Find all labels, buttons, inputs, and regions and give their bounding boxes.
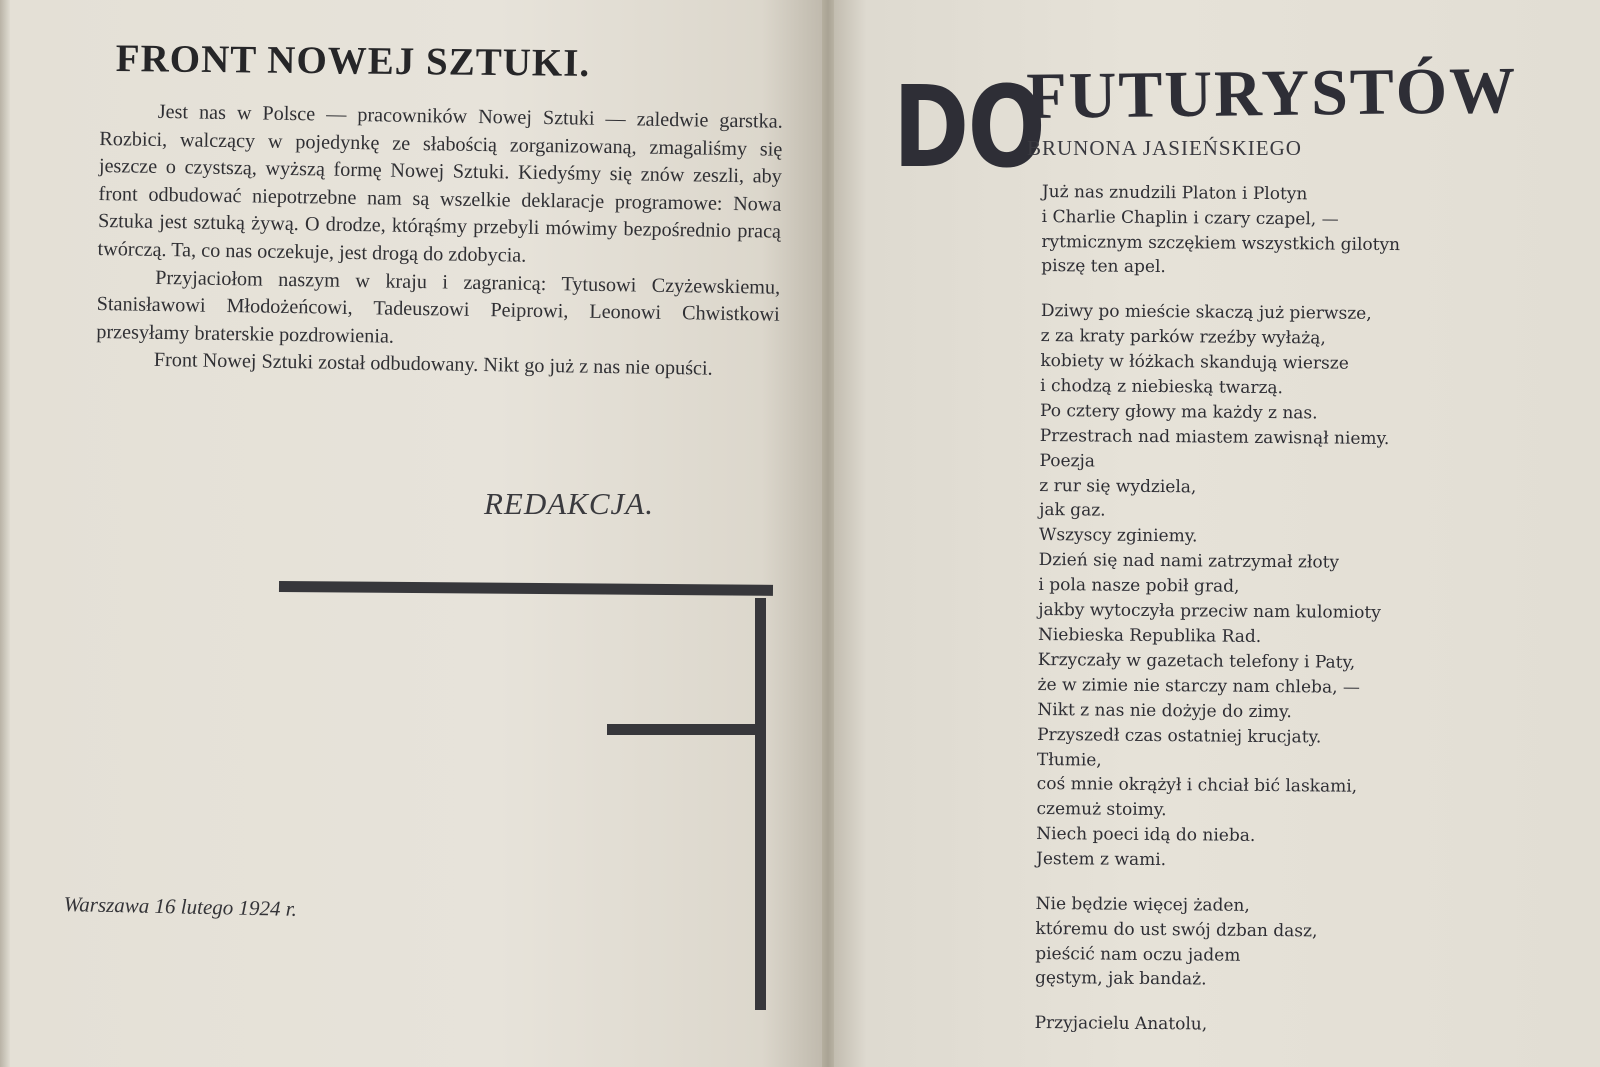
- decorative-rule-horizontal: [279, 581, 773, 596]
- poem-line: i chodzą z niebieską twarzą.: [1040, 375, 1284, 399]
- poem-stanza: [1035, 892, 1556, 996]
- poem-line: Dziwy po mieście skaczą już pierwsze,: [1040, 301, 1372, 325]
- poem-line: rytmicznym szczękiem wszystkich gilotyn: [1041, 231, 1401, 255]
- manifesto-paragraph: Przyjaciołom naszym w kraju i zagranicą: Tytusowi Czyżewskiemu, Stanisławowi Młodożeńcowi, Tadeuszowi Peiprowi, Leonowi Chwistkowi przesyłamy braterskie pozdrowienia.: [96, 266, 781, 348]
- poem-line: kobiety w łóżkach skandują wiersze: [1040, 350, 1349, 374]
- poem-line: Już nas znudzili Platon i Plotyn: [1041, 181, 1308, 205]
- page-edge-shadow: [0, 0, 10, 1067]
- poem-line: i pola nasze pobił grad,: [1038, 575, 1240, 597]
- poem-line: Poezja: [1039, 450, 1096, 472]
- poem-line: Niebieska Republika Rad.: [1037, 624, 1262, 647]
- poem-line: z rur się wydziela,: [1039, 475, 1197, 497]
- manifesto-paragraph: Front Nowej Sztuki został odbudowany. Nikt go już z nas nie opuści.: [153, 349, 713, 380]
- poem-body: [1034, 180, 1562, 1061]
- manifesto-paragraph: Jest nas w Polsce — pracowników Nowej Sztuki — zaledwie garstka. Rozbici, walczący w pojedynkę ze słabością zorganizowaną, zmagaliśmy się jeszcze o czystszą, wyższą formę Nowej Sztuki. Kiedyśmy się znów zeszli, aby front odbudować niepotrzebne nam są wszelkie deklaracje programowe: Nowa Sztuka jest sztuką żywą. O drodze, którąśmy przebyli mówimy bezpośrednio pracą twórczą. Ta, co nas oczekuje, jest drogą do zdobycia.: [97, 100, 783, 267]
- poem-line: Tłumie,: [1036, 749, 1102, 771]
- poem-line: czemuż stoimy.: [1036, 799, 1167, 821]
- poem-line: Przestrach nad miastem zawisnął niemy.: [1039, 425, 1390, 449]
- decorative-rule-short: [607, 724, 758, 735]
- book-gutter: [822, 0, 834, 1067]
- poem-line: Nie będzie więcej żaden,: [1035, 894, 1250, 916]
- poem-line: Po cztery głowy ma każdy z nas.: [1039, 400, 1318, 424]
- poem-line: coś mnie okrążył i chciał bić laskami,: [1036, 774, 1358, 798]
- decorative-rule-vertical: [755, 598, 766, 1010]
- poem-line: piszę ten apel.: [1041, 256, 1166, 278]
- poem-line: Niech poeci idą do nieba.: [1036, 824, 1256, 847]
- poem-line: pieścić nam oczu jadem: [1035, 943, 1241, 966]
- poem-line: jakby wytoczyła przeciw nam kulomioty: [1038, 600, 1381, 624]
- poem-line: Przyjacielu Anatolu,: [1034, 1013, 1208, 1035]
- poem-stanza: [1036, 299, 1561, 876]
- poem-line: Krzyczały w gazetach telefony i Paty,: [1037, 649, 1356, 673]
- signature: REDAKCJA.: [484, 486, 654, 521]
- poem-line: Dzień się nad nami zatrzymał złoty: [1038, 550, 1340, 573]
- poem-stanza: [1041, 180, 1562, 284]
- page-title: FRONT NOWEJ SZTUKI.: [115, 36, 591, 85]
- poem-title: FUTURYSTÓW: [1025, 54, 1518, 133]
- poem-line: Wszyscy zginiemy.: [1038, 525, 1198, 547]
- poem-line: Jestem z wami.: [1035, 849, 1167, 871]
- poem-stanza: [1035, 1011, 1555, 1040]
- poem-line: jak gaz.: [1039, 500, 1106, 522]
- manifesto-text: [96, 98, 783, 385]
- poem-line: Przyszedł czas ostatniej krucjaty.: [1037, 724, 1322, 748]
- poem-line: któremu do ust swój dzban dasz,: [1035, 918, 1318, 942]
- poem-line: i Charlie Chaplin i czary czapel, —: [1041, 206, 1339, 230]
- poem-line: że w zimie nie starczy nam chleba, —: [1037, 674, 1361, 698]
- poem-line: z za kraty parków rzeźby wyłażą,: [1040, 326, 1326, 349]
- poem-line: gęstym, jak bandaż.: [1034, 968, 1207, 990]
- title-prefix: DO: [893, 63, 1045, 193]
- poem-author: BRUNONA JASIEŃSKIEGO: [1027, 136, 1302, 160]
- poem-line: Nikt z nas nie dożyje do zimy.: [1037, 699, 1292, 722]
- dateline: Warszawa 16 lutego 1924 r.: [63, 892, 298, 921]
